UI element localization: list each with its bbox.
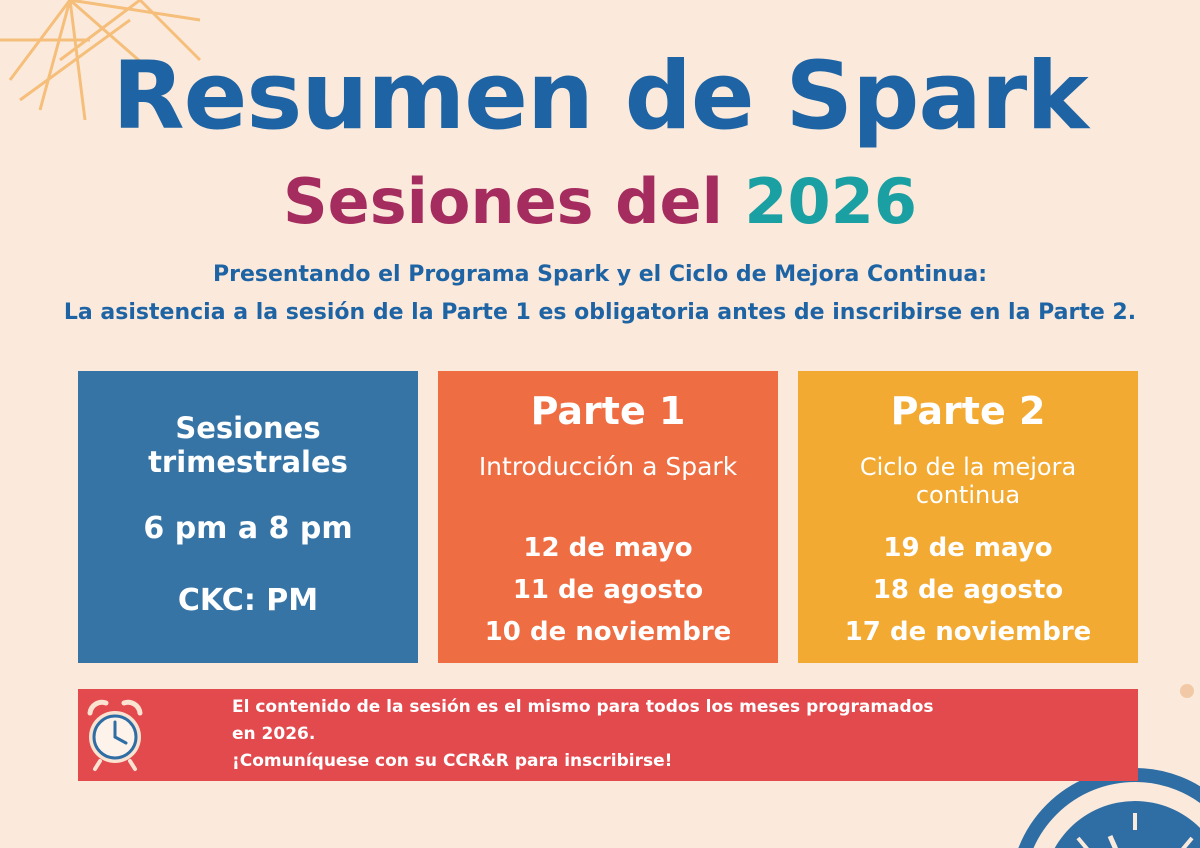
part1-dates bbox=[438, 527, 778, 653]
part2-date: 19 de mayo bbox=[883, 533, 1053, 563]
part2-date: 18 de agosto bbox=[872, 575, 1064, 605]
alarm-clock-icon bbox=[84, 697, 146, 773]
part2-subtitle: Ciclo de la mejora continua bbox=[859, 453, 1077, 509]
schedule-card bbox=[78, 371, 418, 663]
part2-dates bbox=[798, 527, 1138, 653]
part2-title: Parte 2 bbox=[890, 389, 1046, 433]
page-subtitle bbox=[0, 162, 1200, 242]
intro-line-1: Presentando el Programa Spark y el Ciclo de Mejora Continua: bbox=[212, 262, 988, 287]
schedule-time: 6 pm a 8 pm bbox=[143, 511, 353, 546]
part2-date: 17 de noviembre bbox=[844, 617, 1092, 647]
subtitle-sessions: Sesiones del bbox=[283, 165, 723, 238]
part1-subtitle: Introducción a Spark bbox=[478, 452, 738, 481]
part1-date: 11 de agosto bbox=[512, 575, 704, 605]
notice-line-2: ¡Comuníquese con su CCR&R para inscribirse! bbox=[232, 751, 673, 771]
part2-card bbox=[798, 371, 1138, 663]
part1-title: Parte 1 bbox=[530, 389, 686, 433]
notice-text bbox=[232, 694, 952, 775]
intro-text bbox=[40, 256, 1160, 332]
schedule-heading: Sesiones trimestrales bbox=[148, 411, 348, 479]
schedule-ckc: CKC: PM bbox=[177, 583, 319, 618]
part1-date: 12 de mayo bbox=[523, 533, 693, 563]
decorative-dot bbox=[1180, 684, 1194, 698]
intro-line-2: La asistencia a la sesión de la Parte 1 es obligatoria antes de inscribirse en la Parte 2. bbox=[63, 300, 1137, 325]
page-title: Resumen de Spark bbox=[112, 42, 1088, 151]
notice-line-1: El contenido de la sesión es el mismo para todos los meses programados en 2026. bbox=[232, 697, 934, 744]
subtitle-year: 2026 bbox=[744, 165, 917, 238]
part1-date: 10 de noviembre bbox=[484, 617, 732, 647]
part1-card bbox=[438, 371, 778, 663]
notice-banner bbox=[78, 689, 1138, 781]
